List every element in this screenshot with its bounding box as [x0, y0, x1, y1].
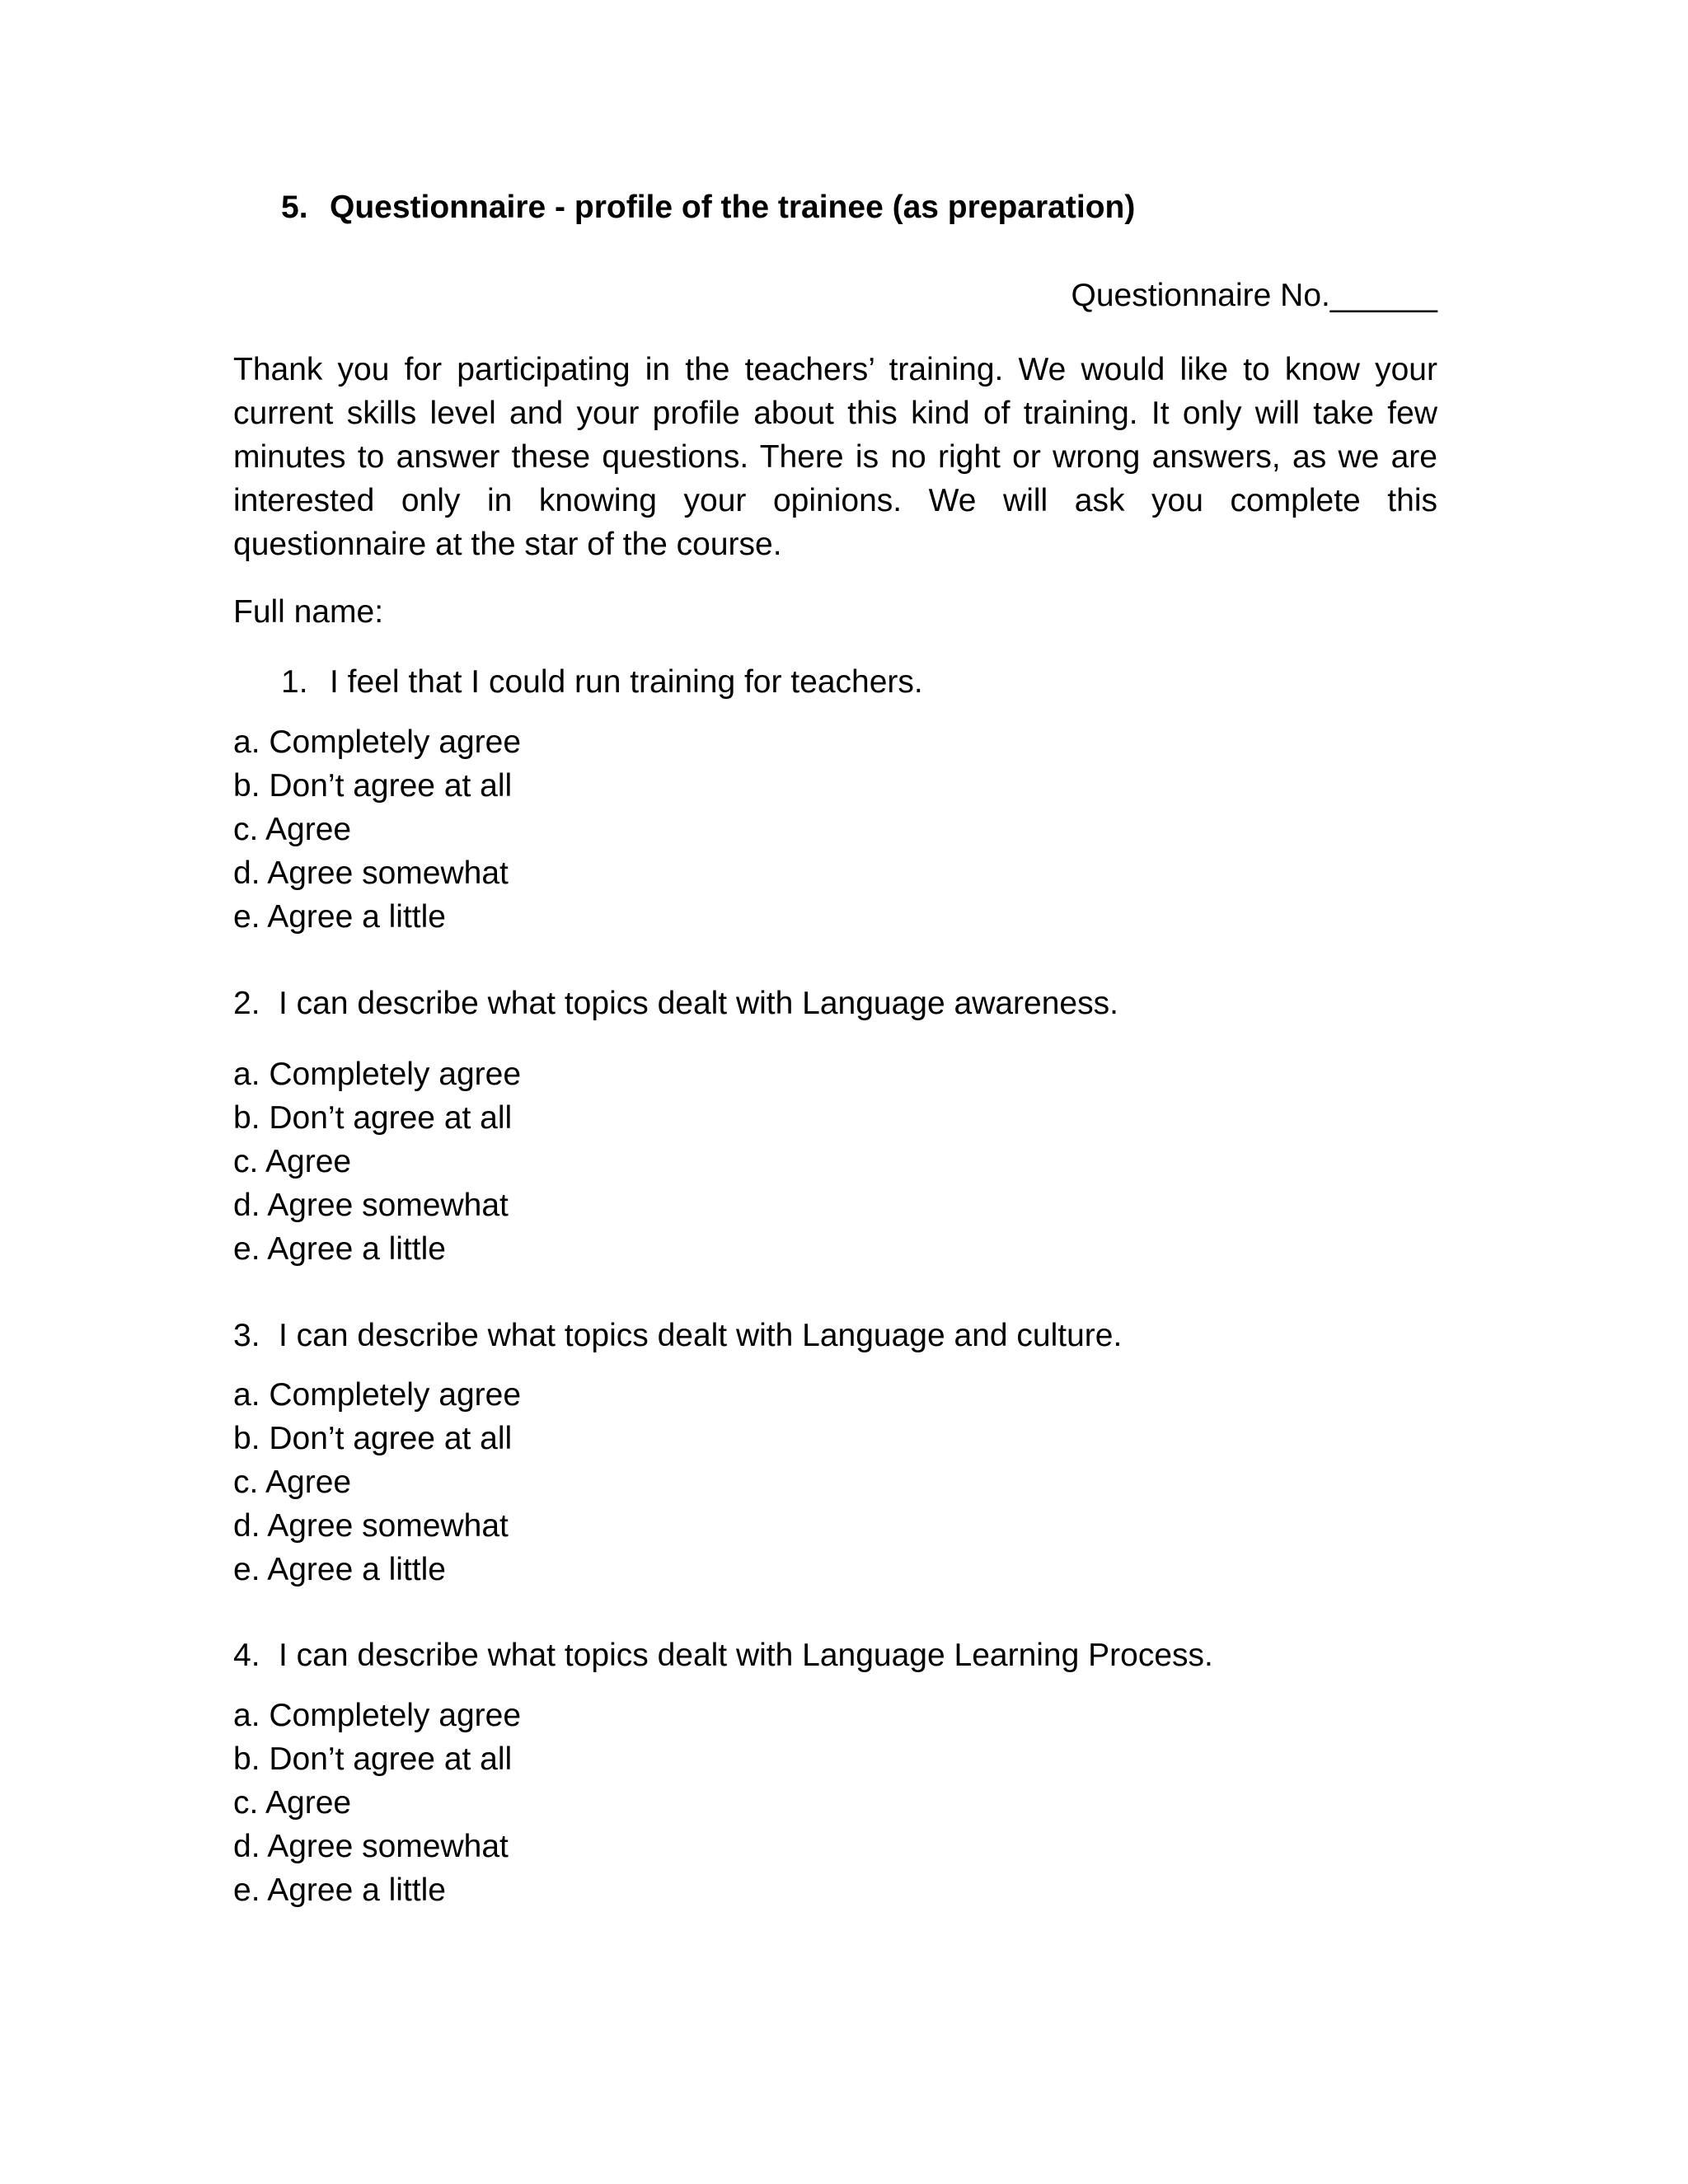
- option-a[interactable]: a. Completely agree: [233, 724, 522, 760]
- question-1: [281, 664, 923, 701]
- question-1-options: [233, 720, 521, 939]
- question-4: [233, 1638, 1213, 1674]
- section-number: 5.: [281, 190, 308, 225]
- option-e[interactable]: e. Agree a little: [233, 899, 446, 935]
- question-2-options: [233, 1052, 521, 1271]
- question-3-options: [233, 1373, 521, 1591]
- option-c[interactable]: c. Agree: [233, 812, 352, 847]
- option-e[interactable]: e. Agree a little: [233, 1872, 446, 1908]
- intro-paragraph: Thank you for participating in the teachers’ training. We would like to know your current skills level and your profile about this kind of training. It only will take few minutes to answer these questions. There is no right or wrong answers, as we are interested only in knowing your opinions. We will ask you complete this questionnaire at the star of the course.: [233, 352, 1437, 562]
- section-heading: [281, 190, 1135, 226]
- option-a[interactable]: a. Completely agree: [233, 1057, 522, 1092]
- question-text: I feel that I could run training for teachers.: [330, 664, 923, 700]
- option-e[interactable]: e. Agree a little: [233, 1552, 446, 1587]
- question-number: 1.: [281, 664, 308, 700]
- option-b[interactable]: b. Don’t agree at all: [233, 1421, 513, 1456]
- question-2: [233, 986, 1118, 1022]
- question-number: 2.: [233, 986, 260, 1021]
- question-4-options: [233, 1694, 521, 1912]
- option-e[interactable]: e. Agree a little: [233, 1231, 446, 1267]
- option-a[interactable]: a. Completely agree: [233, 1377, 522, 1413]
- question-number: 3.: [233, 1318, 260, 1353]
- option-d[interactable]: d. Agree somewhat: [233, 1188, 509, 1223]
- section-title: Questionnaire - profile of the trainee (as preparation): [330, 190, 1136, 225]
- option-c[interactable]: c. Agree: [233, 1465, 352, 1500]
- option-d[interactable]: d. Agree somewhat: [233, 1829, 509, 1864]
- question-3: [233, 1318, 1122, 1354]
- option-a[interactable]: a. Completely agree: [233, 1698, 522, 1733]
- option-c[interactable]: c. Agree: [233, 1785, 352, 1821]
- option-b[interactable]: b. Don’t agree at all: [233, 768, 513, 804]
- option-b[interactable]: b. Don’t agree at all: [233, 1741, 513, 1777]
- question-text: I can describe what topics dealt with Language awareness.: [279, 986, 1118, 1021]
- option-c[interactable]: c. Agree: [233, 1144, 352, 1179]
- full-name-label: Full name:: [233, 594, 384, 630]
- questionnaire-number: Questionnaire No.______: [1071, 278, 1437, 313]
- question-text: I can describe what topics dealt with Language and culture.: [279, 1318, 1123, 1353]
- option-d[interactable]: d. Agree somewhat: [233, 855, 509, 891]
- question-text: I can describe what topics dealt with Language Learning Process.: [279, 1638, 1213, 1673]
- question-number: 4.: [233, 1638, 260, 1673]
- option-d[interactable]: d. Agree somewhat: [233, 1508, 509, 1544]
- option-b[interactable]: b. Don’t agree at all: [233, 1100, 513, 1136]
